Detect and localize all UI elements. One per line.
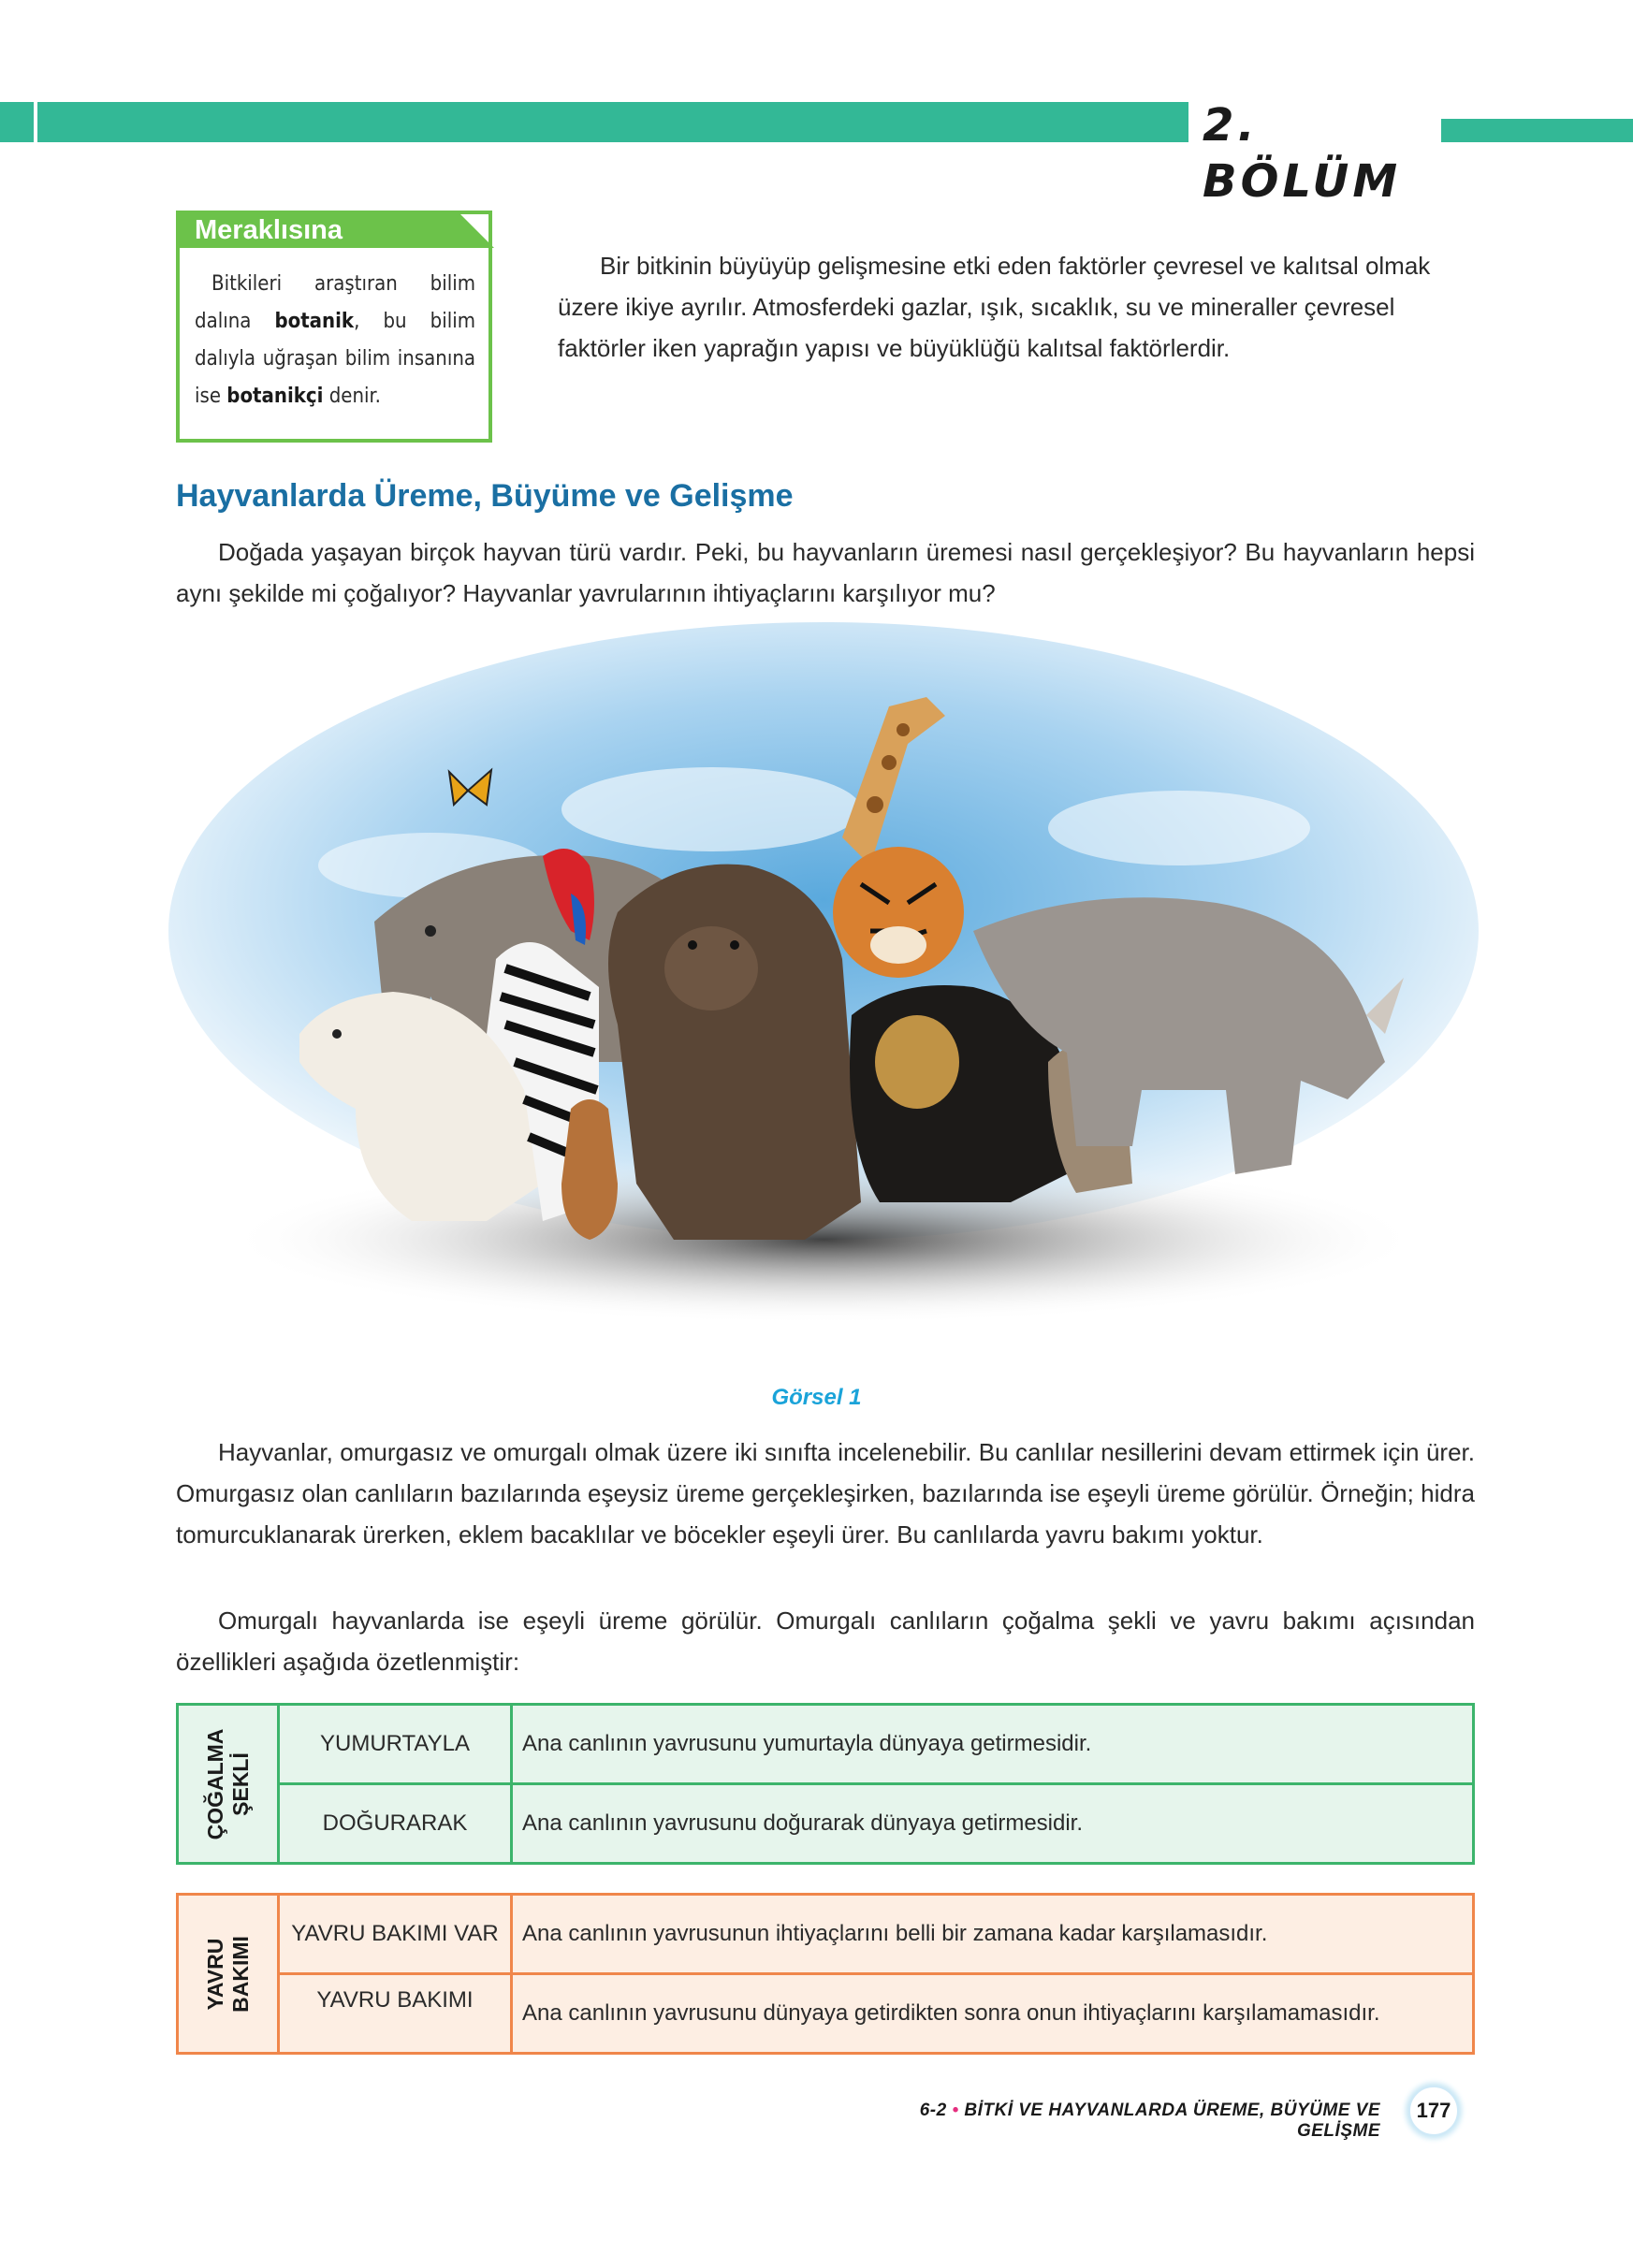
brown-bear-figure bbox=[608, 865, 861, 1240]
care-desc: Ana canlının yavrusunu dünyaya getirdikten sonra onun ihtiyaçlarını karşılamamasıdır. bbox=[512, 1974, 1474, 2054]
info-box-title: Meraklısına bbox=[176, 211, 457, 248]
care-type: YAVRU BAKIMI VAR bbox=[279, 1895, 512, 1974]
offspring-care-table bbox=[176, 1893, 1475, 2055]
intro-paragraph: Bir bitkinin büyüyüp gelişmesine etki eden faktörler çevresel ve kalıtsal olmak üzere ikiye ayrılır. Atmosferdeki gazlar, ışık, sıcaklık, su ve mineraller çevresel faktörler iken yaprağın yapısı ve büyüklüğü kalıtsal faktörlerdir. bbox=[558, 252, 1431, 362]
care-desc: Ana canlının yavrusunun ihtiyaçlarını belli bir zamana kadar karşılamasıdır. bbox=[512, 1895, 1474, 1974]
page-number: 177 bbox=[1408, 2086, 1459, 2136]
footer-unit-title: 6-2 • BİTKİ VE HAYVANLARDA ÜREME, BÜYÜME VE GELİŞME bbox=[919, 2101, 1380, 2141]
animals-illustration bbox=[150, 622, 1479, 1361]
reproduction-desc: Ana canlının yavrusunu doğurarak dünyaya getirmesidir. bbox=[512, 1784, 1474, 1864]
care-type: YAVRU BAKIMI bbox=[279, 1974, 512, 2054]
table-row bbox=[178, 1895, 1474, 1974]
header-bar-mark bbox=[34, 102, 37, 142]
reproduction-table bbox=[176, 1703, 1475, 1865]
paragraph-1: Doğada yaşayan birçok hayvan türü vardır. Peki, bu hayvanların üremesi nasıl gerçekleşiyor? Bu hayvanların hepsi aynı şekilde mi çoğalıyor? Hayvanlar yavrularının ihtiyaçlarını karşılıyor mu? bbox=[176, 538, 1475, 607]
paragraph-2: Hayvanlar, omurgasız ve omurgalı olmak üzere iki sınıfta incelenebilir. Bu canlılar nesillerini devam ettirmek için ürer. Omurgasız olan canlıların bazılarında eşeysiz üreme gerçekleşirken, bazılarında ise eşeyli üreme görülür. Örneğin; hidra tomurcuklanarak ürerken, eklem bacaklılar ve böcekler eşeyli ürer. Bu canlılarda yavru bakımı yoktur. bbox=[176, 1438, 1475, 1548]
reproduction-type: DOĞURARAK bbox=[279, 1784, 512, 1864]
tiger-figure bbox=[833, 847, 964, 978]
duck-figure bbox=[561, 1099, 618, 1240]
info-box-title-tip bbox=[457, 211, 494, 248]
table-row bbox=[178, 1705, 1474, 1784]
table-row bbox=[178, 1784, 1474, 1864]
figure-caption: Görsel 1 bbox=[771, 1385, 862, 1410]
chapter-title: 2. BÖLÜM bbox=[1203, 99, 1402, 208]
info-box-text: Bitkileri araştıran bilim dalına botanik, bu bilim dalıyla uğraşan bilim insanına ise botanikçi denir. bbox=[195, 272, 475, 408]
info-box bbox=[176, 211, 492, 443]
paragraph-3: Omurgalı hayvanlarda ise eşeyli üreme görülür. Omurgalı canlıların çoğalma şekli ve yavru bakımı açısından özellikleri aşağıda özetlenmiştir: bbox=[176, 1606, 1475, 1676]
care-side-header: YAVRU BAKIMI bbox=[178, 1895, 279, 2054]
section-heading: Hayvanlarda Üreme, Büyüme ve Gelişme bbox=[176, 478, 794, 514]
reproduction-desc: Ana canlının yavrusunu yumurtayla dünyaya getirmesidir. bbox=[512, 1705, 1474, 1784]
header-bar bbox=[0, 102, 1188, 142]
header-bar-right bbox=[1441, 119, 1633, 142]
table-row bbox=[178, 1974, 1474, 2054]
reproduction-side-header: ÇOĞALMA ŞEKLİ bbox=[178, 1705, 279, 1864]
reproduction-type: YUMURTAYLA bbox=[279, 1705, 512, 1784]
